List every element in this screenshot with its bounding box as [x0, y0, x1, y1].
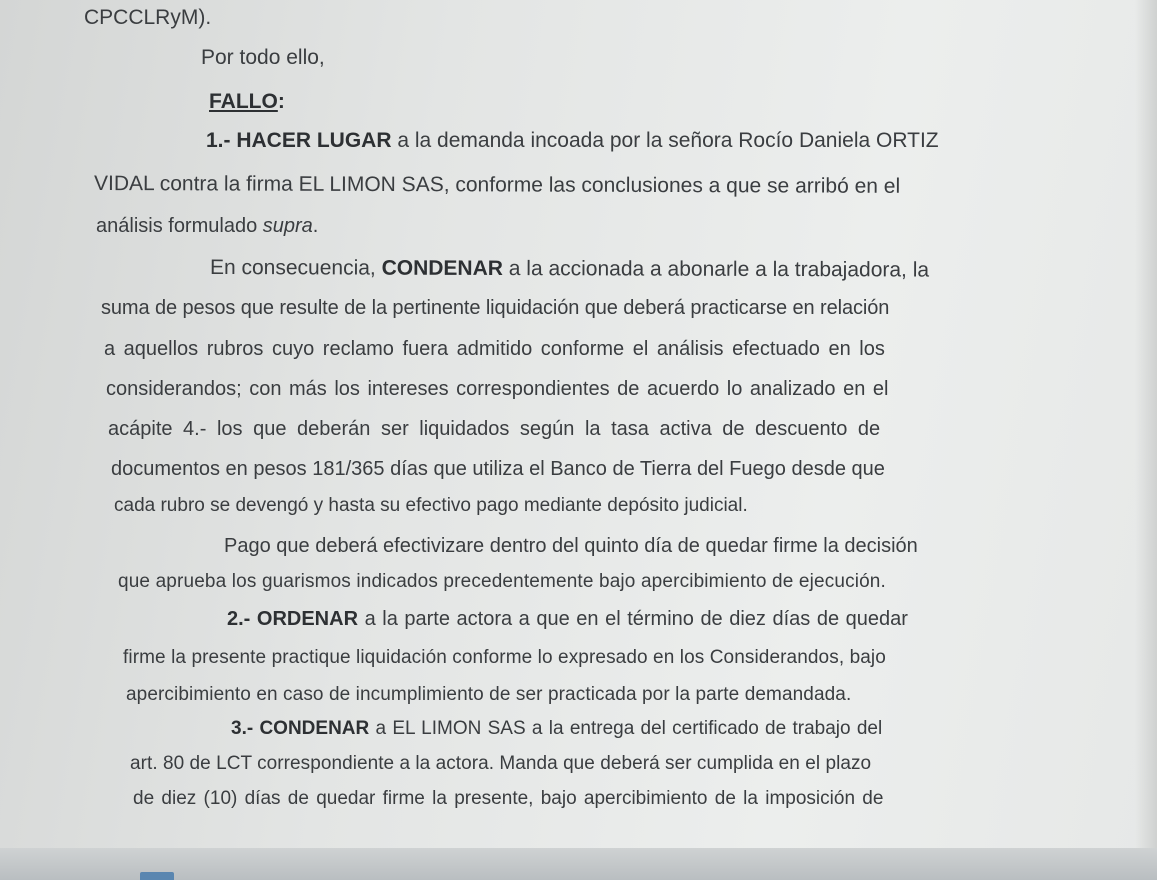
text-fragment: a EL LIMON SAS a la entrega del certificado de trabajo del [369, 718, 883, 739]
text-fragment: Por todo ello, [201, 46, 325, 69]
text-fragment: documentos en pesos 181/365 días que utiliza el Banco de Tierra del Fuego desde que [111, 458, 885, 480]
text-line [231, 716, 882, 742]
text-fragment: de diez (10) días de quedar firme la presente, bajo apercibimiento de la imposición de [133, 788, 884, 809]
text-fragment: cada rubro se devengó y hasta su efectivo pago mediante depósito judicial. [114, 495, 748, 516]
text-line [126, 682, 851, 708]
item-number: 2.- ORDENAR [227, 608, 359, 630]
section-heading [209, 89, 285, 115]
text-fragment: acápite 4.- los que deberán ser liquidados según la tasa activa de descuento de [108, 418, 881, 440]
item-number: 3.- CONDENAR [231, 718, 370, 739]
text-line [114, 493, 748, 519]
text-line [106, 376, 888, 402]
text-line [94, 171, 900, 200]
text-fragment: a la accionada a abonarle a la trabajadora, la [502, 257, 930, 282]
text-line [84, 5, 211, 31]
heading-fallo: FALLO [209, 90, 278, 113]
text-line [133, 786, 883, 812]
text-line [224, 533, 918, 559]
text-line [130, 751, 871, 777]
text-fragment: a aquellos rubros cuyo reclamo fuera admitido conforme el análisis efectuado en los [104, 338, 885, 360]
taskbar-accent [140, 872, 174, 880]
text-fragment: CPCCLRyM). [84, 6, 212, 29]
text-fragment: análisis formulado [96, 215, 263, 237]
text-fragment: VIDAL contra la firma EL LIMON SAS, conforme las conclusiones a que se arribó en el [93, 172, 901, 198]
text-line [227, 606, 908, 632]
text-fragment: que aprueba los guarismos indicados precedentemente bajo apercibimiento de ejecución. [118, 571, 886, 592]
text-fragment: Pago que deberá efectivizare dentro del quinto día de quedar firme la decisión [224, 535, 918, 557]
text-line [96, 213, 318, 239]
text-fragment: apercibimiento en caso de incumplimiento de ser practicada por la parte demandada. [126, 684, 852, 705]
text-line [101, 295, 889, 321]
text-line [104, 336, 885, 362]
item-number: 1.- HACER LUGAR [206, 129, 392, 152]
text-fragment: a la demanda incoada por la señora Rocío Daniela ORTIZ [391, 129, 939, 152]
text-line [206, 128, 939, 154]
text-line [118, 569, 886, 595]
text-line [123, 645, 886, 671]
page-shadow [1135, 0, 1157, 880]
text-line [210, 255, 929, 284]
text-fragment: firme la presente practique liquidación conforme lo expresado en los Considerandos, bajo [123, 647, 886, 668]
text-fragment: art. 80 de LCT correspondiente a la actora. Manda que deberá ser cumplida en el plazo [130, 753, 872, 774]
text-line [111, 456, 885, 482]
text-fragment: suma de pesos que resulte de la pertinente liquidación que deberá practicarse en relación [101, 297, 890, 319]
text-fragment: considerandos; con más los intereses correspondientes de acuerdo lo analizado en el [106, 378, 889, 400]
text-bold: CONDENAR [381, 256, 503, 281]
text-line [108, 416, 880, 442]
text-italic: supra [262, 215, 313, 237]
heading-colon: : [277, 90, 285, 113]
text-fragment: a la parte actora a que en el término de diez días de quedar [358, 608, 908, 630]
text-fragment: En consecuencia, [209, 256, 382, 280]
text-line [201, 45, 325, 71]
text-fragment: . [312, 215, 319, 237]
